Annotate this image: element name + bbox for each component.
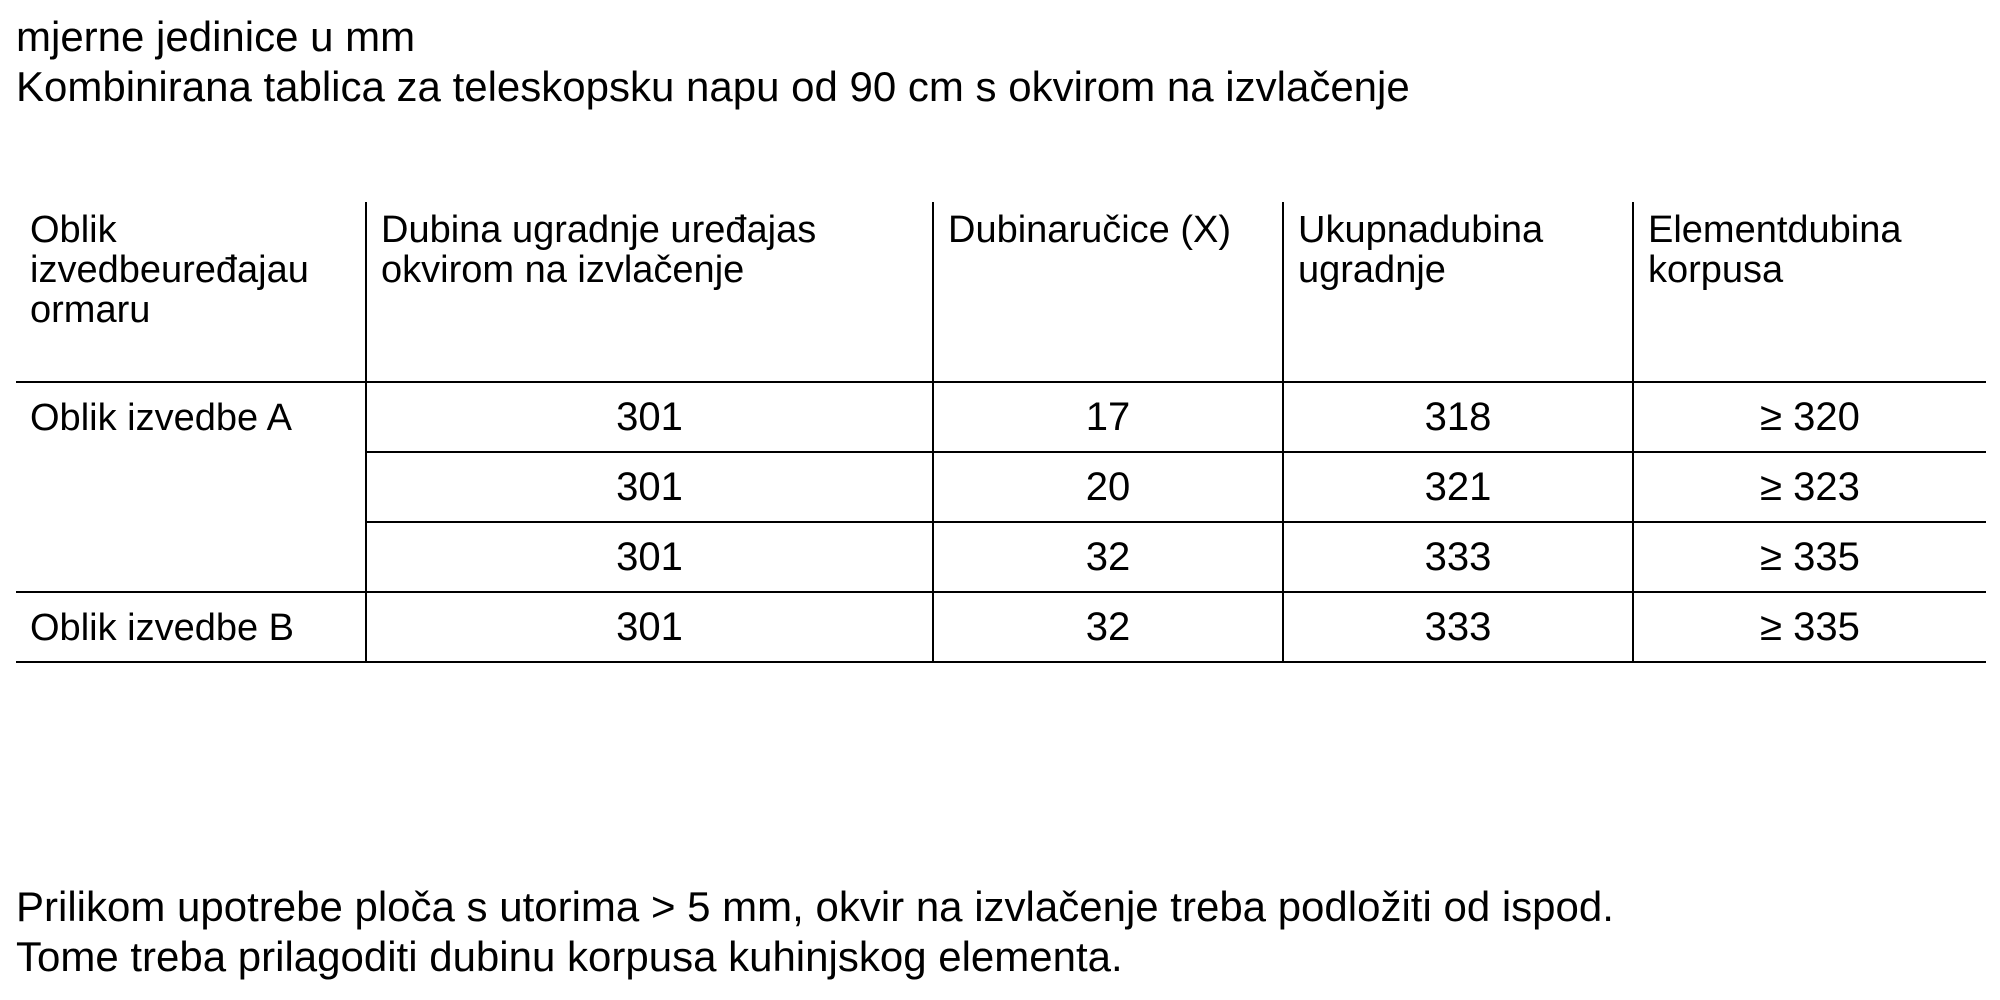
table-cell: 333 [1283, 592, 1633, 662]
footnote-line-1: Prilikom upotrebe ploča s utorima > 5 mm, okvir na izvlačenje treba podložiti od ispod. [16, 883, 1614, 930]
table-cell: 32 [933, 592, 1283, 662]
table-cell: 32 [933, 522, 1283, 592]
row-group-label-b: Oblik izvedbe B [16, 592, 366, 662]
table-cell: 301 [366, 382, 933, 452]
table-cell: ≥ 335 [1633, 592, 1986, 662]
column-header-cabinet-depth: Elementdubina korpusa [1633, 202, 1986, 382]
table-cell: 301 [366, 452, 933, 522]
footnote [16, 882, 1614, 982]
column-header-handle-depth: Dubinaručice (X) [933, 202, 1283, 382]
table-cell: 301 [366, 522, 933, 592]
table-cell: ≥ 323 [1633, 452, 1986, 522]
table-cell: 20 [933, 452, 1283, 522]
document-header [16, 12, 1410, 112]
column-header-installation-depth: Dubina ugradnje uređajas okvirom na izvlačenje [366, 202, 933, 382]
table-cell: ≥ 320 [1633, 382, 1986, 452]
column-header-design-form: Oblik izvedbeuređajau ormaru [16, 202, 366, 382]
column-header-total-depth: Ukupnadubina ugradnje [1283, 202, 1633, 382]
table-row [16, 382, 1986, 452]
table-cell: 321 [1283, 452, 1633, 522]
units-note: mjerne jedinice u mm [16, 13, 416, 60]
table-cell: 333 [1283, 522, 1633, 592]
table-cell: 301 [366, 592, 933, 662]
table-row [16, 592, 1986, 662]
footnote-line-2: Tome treba prilagoditi dubinu korpusa kuhinjskog elementa. [16, 933, 1123, 980]
row-group-label-a: Oblik izvedbe A [16, 382, 366, 592]
table-header-row [16, 202, 1986, 382]
table-title: Kombinirana tablica za teleskopsku napu od 90 cm s okvirom na izvlačenje [16, 63, 1410, 110]
table-cell: 318 [1283, 382, 1633, 452]
table-cell: 17 [933, 382, 1283, 452]
table-cell: ≥ 335 [1633, 522, 1986, 592]
dimensions-table [16, 202, 1986, 663]
